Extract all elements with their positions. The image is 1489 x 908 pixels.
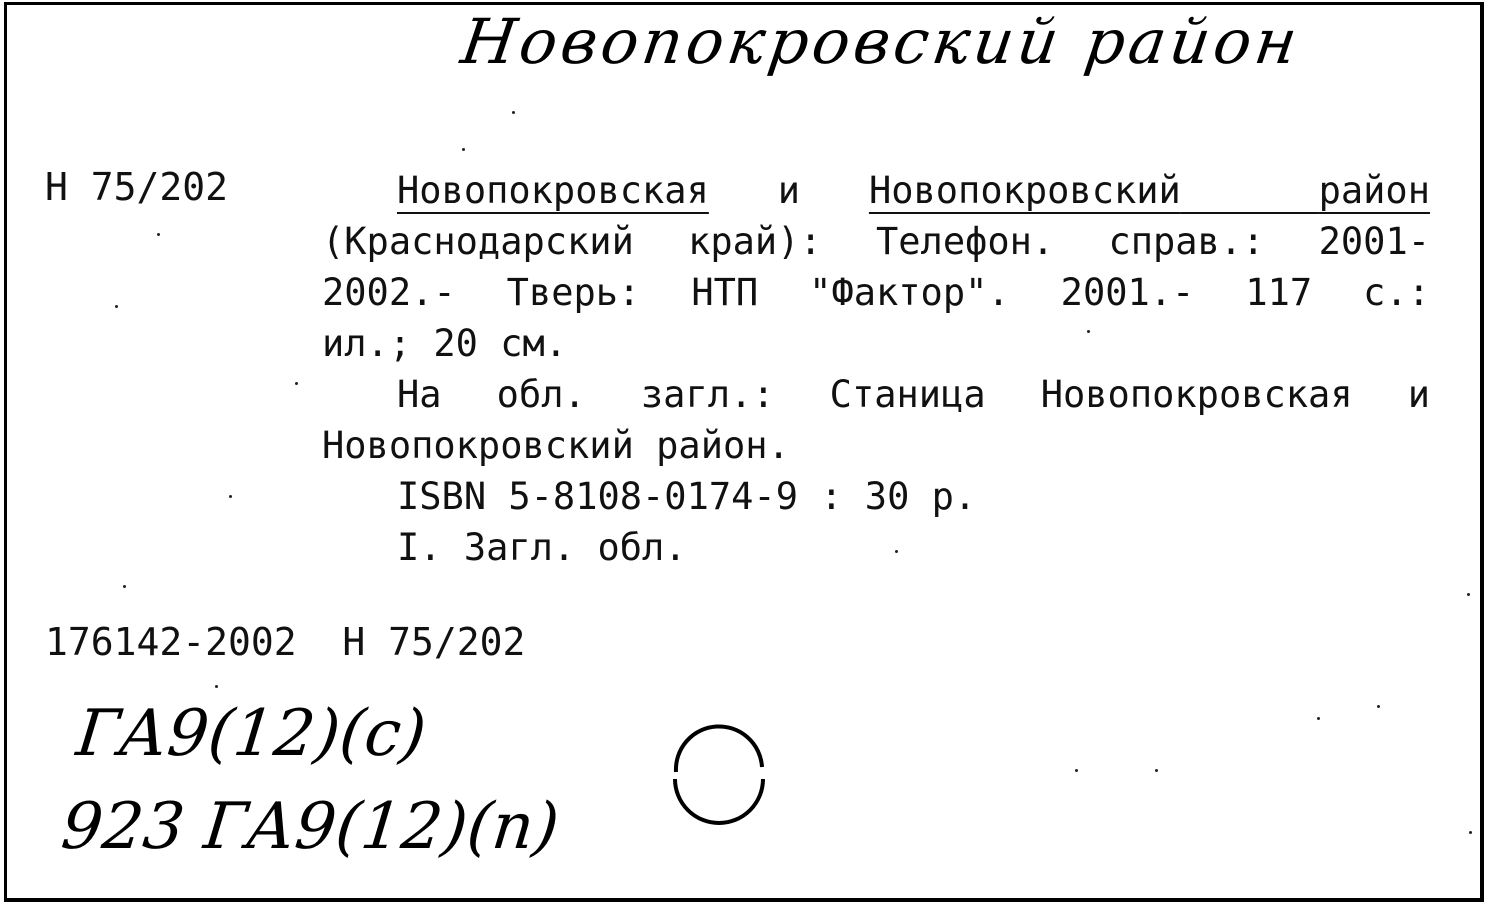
title-part-1: Новопокровская xyxy=(397,169,709,212)
entry-tracing: I. Загл. обл. xyxy=(397,526,687,569)
speck xyxy=(1155,769,1158,772)
shelf-mark: Н 75/202 xyxy=(45,165,229,209)
bibliographic-entry xyxy=(322,165,1430,573)
title-part-2-word-1: Новопокровский xyxy=(868,169,1181,212)
speck xyxy=(1469,831,1472,834)
entry-imprint-line-1: (Краснодарский край): Телефон. справ.: 2001- xyxy=(322,220,1430,263)
speck xyxy=(895,550,898,553)
speck xyxy=(157,233,160,236)
speck xyxy=(295,382,298,385)
entry-isbn: ISBN 5-8108-0174-9 : 30 р. xyxy=(397,475,977,518)
speck xyxy=(1467,593,1470,596)
speck xyxy=(1377,705,1380,708)
speck xyxy=(1087,330,1090,333)
entry-note-line-1: На обл. загл.: Станица Новопокровская и xyxy=(397,373,1430,416)
handwritten-heading: Новопокровский район xyxy=(456,5,1306,78)
speck xyxy=(115,305,118,308)
speck xyxy=(462,148,465,151)
entry-title-line xyxy=(322,165,1430,216)
speck xyxy=(1317,717,1320,720)
handwritten-class-code-1: ГА9(12)(с) xyxy=(73,697,430,771)
catalog-card xyxy=(4,2,1484,902)
entry-note-line-2: Новопокровский район. xyxy=(322,424,790,467)
circle-stamp-icon xyxy=(664,717,774,827)
title-conjunction: и xyxy=(777,169,801,212)
handwritten-class-code-2: 923 ГА9(12)(п) xyxy=(58,790,563,864)
entry-imprint-line-2: 2002.- Тверь: НТП "Фактор". 2001.- 117 с.: xyxy=(322,271,1430,314)
inventory-number: 176142-2002 Н 75/202 xyxy=(45,620,526,664)
title-part-2-word-2: район xyxy=(1318,169,1430,212)
speck xyxy=(123,585,126,588)
speck xyxy=(1075,769,1078,772)
title-part-2 xyxy=(869,169,1430,212)
speck xyxy=(229,495,232,498)
speck xyxy=(215,685,218,688)
speck xyxy=(512,111,515,114)
entry-physical-description: ил.; 20 см. xyxy=(322,322,568,365)
